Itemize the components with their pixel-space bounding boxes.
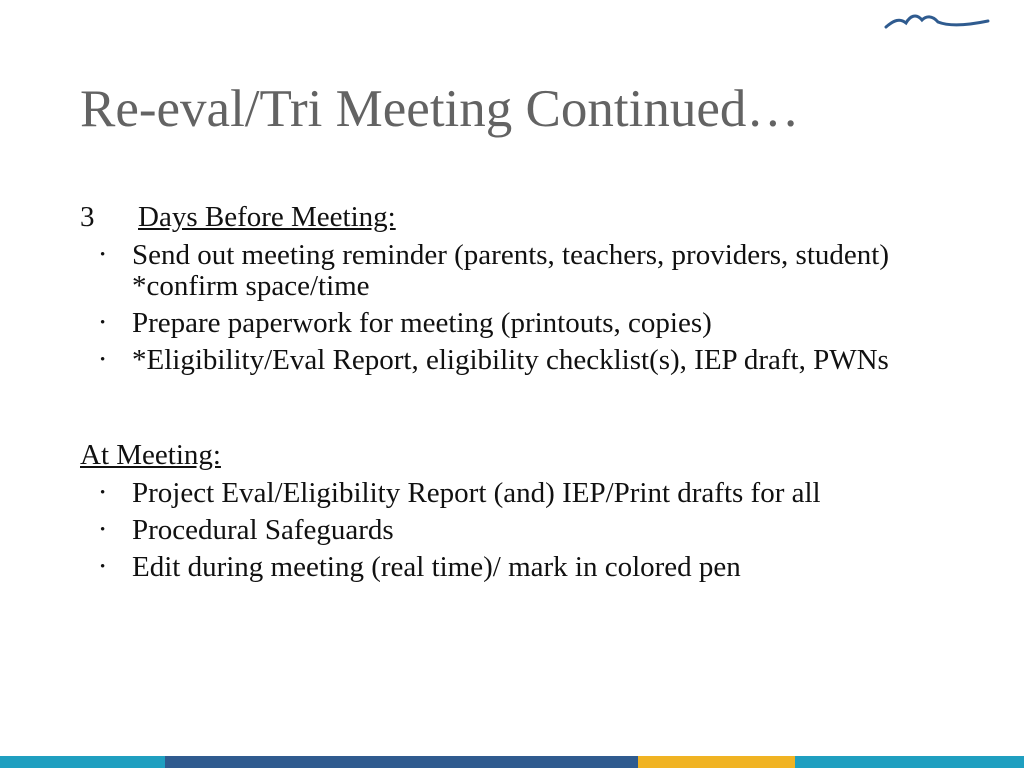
list-item <box>80 308 940 339</box>
list-item-text: Edit during meeting (real time)/ mark in colored pen <box>132 551 741 583</box>
bullet-icon: • <box>100 315 106 331</box>
section-heading-days-before <box>80 200 940 234</box>
section-number: 3 <box>80 201 95 233</box>
list-item <box>80 515 940 546</box>
section-spacer <box>80 382 940 438</box>
mountain-logo-icon <box>884 10 992 32</box>
list-item <box>80 345 940 376</box>
stripe-segment-teal-end <box>795 756 1024 768</box>
section-heading-text: Days Before Meeting: <box>138 201 396 233</box>
slide-body <box>80 200 940 589</box>
section-heading-at-meeting <box>80 438 940 472</box>
section-heading-text: At Meeting: <box>80 439 221 471</box>
footer-color-stripe <box>0 756 1024 768</box>
list-item-text: Prepare paperwork for meeting (printouts, copies) <box>132 307 712 339</box>
bullet-list-at-meeting <box>80 478 940 583</box>
stripe-segment-gold <box>638 756 795 768</box>
list-item-text: Send out meeting reminder (parents, teachers, providers, student) *confirm space/time <box>132 239 889 302</box>
list-item <box>80 552 940 583</box>
bullet-icon: • <box>100 522 106 538</box>
bullet-icon: • <box>100 485 106 501</box>
list-item <box>80 478 940 509</box>
bullet-icon: • <box>100 559 106 575</box>
list-item <box>80 240 940 302</box>
list-item-text: *Eligibility/Eval Report, eligibility checklist(s), IEP draft, PWNs <box>132 344 889 376</box>
stripe-segment-teal <box>0 756 165 768</box>
bullet-icon: • <box>100 247 106 263</box>
slide-title: Re-eval/Tri Meeting Continued… <box>80 80 800 138</box>
stripe-segment-blue <box>165 756 638 768</box>
bullet-icon: • <box>100 352 106 368</box>
list-item-text: Project Eval/Eligibility Report (and) IEP/Print drafts for all <box>132 477 821 509</box>
list-item-text: Procedural Safeguards <box>132 514 394 546</box>
bullet-list-days-before <box>80 240 940 376</box>
